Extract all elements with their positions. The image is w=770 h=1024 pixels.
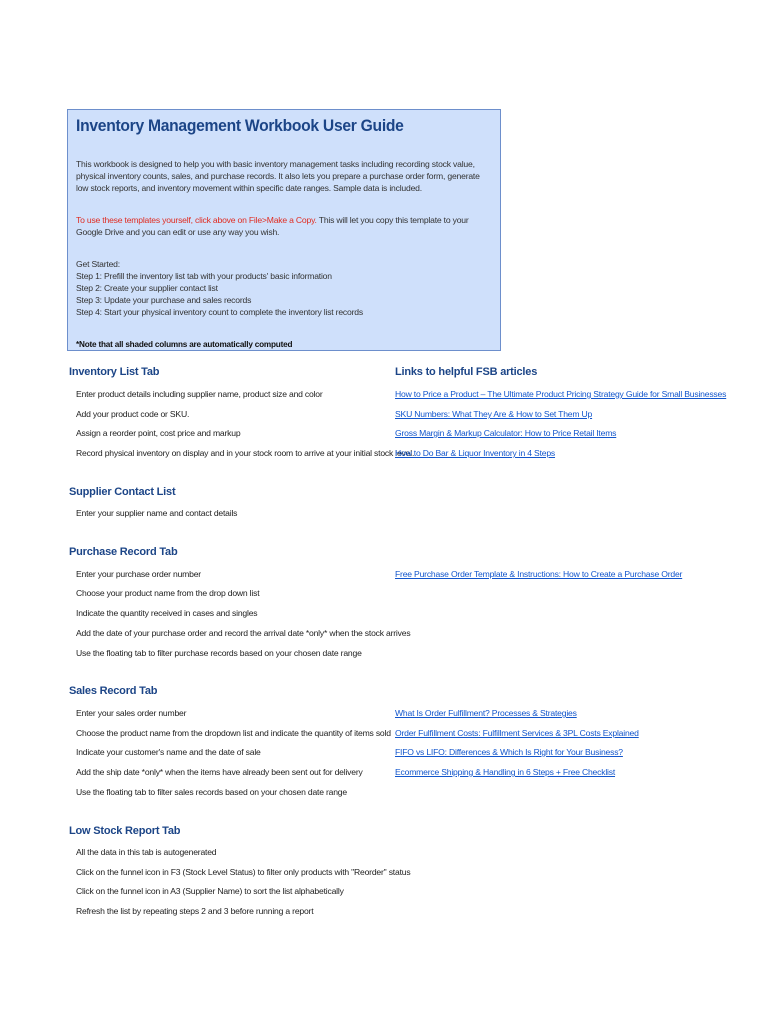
lowstock-item-3: Click on the funnel icon in A3 (Supplier Name) to sort the list alphabetically: [76, 886, 344, 896]
make-copy-instructions: [76, 214, 492, 238]
lowstock-item-1: All the data in this tab is autogenerated: [76, 847, 217, 857]
lowstock-item-2: Click on the funnel icon in F3 (Stock Level Status) to filter only products with "Reorder" status: [76, 867, 411, 877]
purchase-item-1: Enter your purchase order number: [76, 569, 201, 579]
sales-item-5: Use the floating tab to filter sales records based on your chosen date range: [76, 787, 347, 797]
link-pricing-guide[interactable]: How to Price a Product – The Ultimate Product Pricing Strategy Guide for Small Businesses: [395, 389, 727, 399]
sales-item-4: Add the ship date *only* when the items have already been sent out for delivery: [76, 767, 363, 777]
purchase-item-4: Add the date of your purchase order and record the arrival date *only* when the stock arrives: [76, 628, 411, 638]
supplier-heading: Supplier Contact List: [69, 486, 176, 498]
link-purchase-order-template[interactable]: Free Purchase Order Template & Instructions: How to Create a Purchase Order: [395, 569, 683, 579]
inventory-item-2: Add your product code or SKU.: [76, 409, 190, 419]
link-order-fulfillment[interactable]: What Is Order Fulfillment? Processes & Strategies: [395, 708, 577, 718]
shaded-columns-note: *Note that all shaded columns are automatically computed: [76, 340, 293, 349]
make-copy-text: This will let you copy this template to your Google Drive and you can edit or use any way you wish.: [76, 215, 469, 237]
intro-description: This workbook is designed to help you with basic inventory management tasks including recording stock value, physical inventory counts, sales, and purchase records. It also lets you prepare a purchase order form, generate low stock reports, and inventory movement within specific date ranges. Sample data is included.: [76, 159, 480, 193]
get-started-steps: [76, 258, 363, 318]
make-copy-highlight: To use these templates yourself, click above on File>Make a Copy.: [76, 215, 317, 225]
link-sku-numbers[interactable]: SKU Numbers: What They Are & How to Set Them Up: [395, 409, 593, 419]
inventory-item-1: Enter product details including supplier name, product size and color: [76, 389, 323, 399]
link-ecommerce-shipping[interactable]: Ecommerce Shipping & Handling in 6 Steps + Free Checklist: [395, 767, 616, 777]
links-heading: Links to helpful FSB articles: [395, 366, 538, 378]
inventory-list-heading: Inventory List Tab: [69, 366, 160, 378]
link-fulfillment-costs[interactable]: Order Fulfillment Costs: Fulfillment Services & 3PL Costs Explained: [395, 728, 639, 738]
inventory-item-4: Record physical inventory on display and in your stock room to arrive at your initial stock level.: [76, 448, 415, 458]
sales-item-3: Indicate your customer's name and the date of sale: [76, 747, 261, 757]
purchase-item-5: Use the floating tab to filter purchase records based on your chosen date range: [76, 648, 362, 658]
step-4: Step 4: Start your physical inventory count to complete the inventory list records: [76, 307, 363, 317]
purchase-item-2: Choose your product name from the drop down list: [76, 588, 260, 598]
step-1: Step 1: Prefill the inventory list tab with your products' basic information: [76, 271, 332, 281]
purchase-item-3: Indicate the quantity received in cases and singles: [76, 608, 258, 618]
link-margin-calculator[interactable]: Gross Margin & Markup Calculator: How to Price Retail Items: [395, 428, 617, 438]
sales-heading: Sales Record Tab: [69, 685, 158, 697]
link-bar-inventory[interactable]: How to Do Bar & Liquor Inventory in 4 Steps: [395, 448, 556, 458]
page-title: Inventory Management Workbook User Guide: [76, 116, 404, 135]
supplier-item-1: Enter your supplier name and contact details: [76, 508, 238, 518]
step-3: Step 3: Update your purchase and sales records: [76, 295, 252, 305]
step-2: Step 2: Create your supplier contact list: [76, 283, 218, 293]
purchase-heading: Purchase Record Tab: [69, 546, 178, 558]
link-fifo-lifo[interactable]: FIFO vs LIFO: Differences & Which Is Right for Your Business?: [395, 747, 623, 757]
get-started-label: Get Started:: [76, 259, 120, 269]
intro-box: [67, 109, 501, 351]
inventory-item-3: Assign a reorder point, cost price and markup: [76, 428, 241, 438]
lowstock-heading: Low Stock Report Tab: [69, 825, 181, 837]
sales-item-2: Choose the product name from the dropdown list and indicate the quantity of items sold: [76, 728, 391, 738]
sales-item-1: Enter your sales order number: [76, 708, 187, 718]
lowstock-item-4: Refresh the list by repeating steps 2 and 3 before running a report: [76, 906, 314, 916]
